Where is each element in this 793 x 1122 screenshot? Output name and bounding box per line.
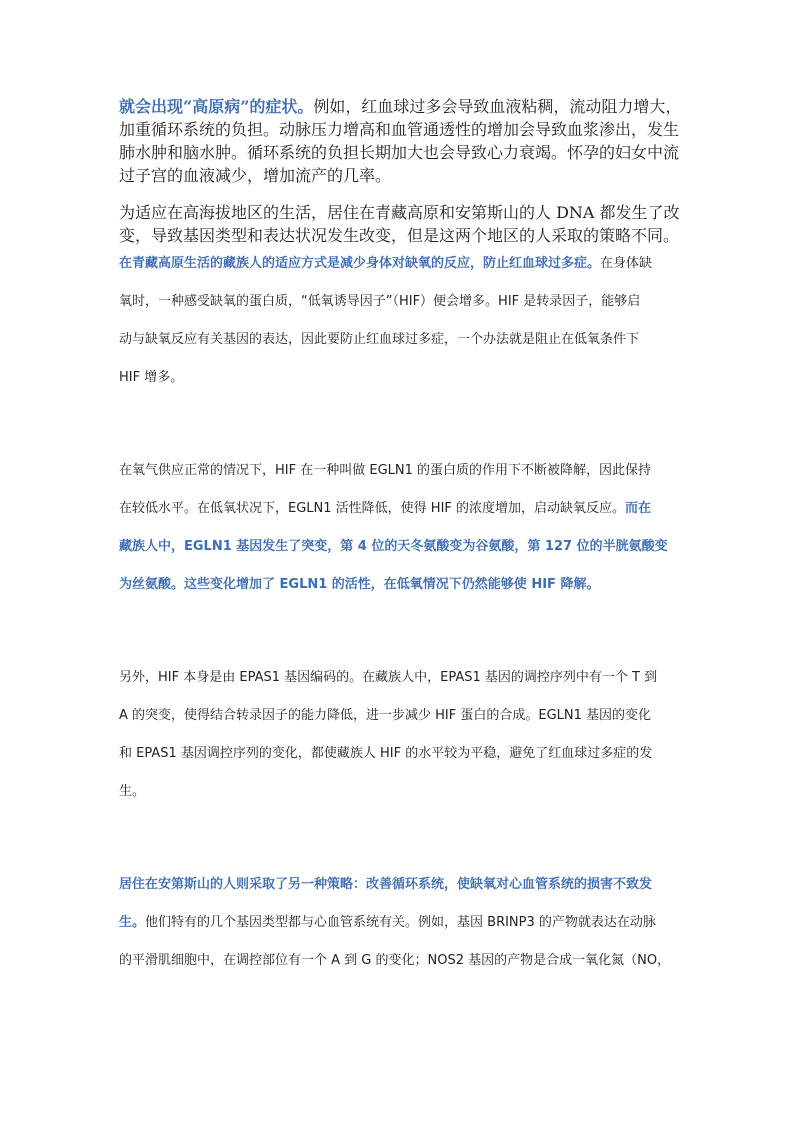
paragraph-epas1 <box>119 659 679 811</box>
paragraph-andean-strategy <box>119 866 679 980</box>
highlight-text: 生。 <box>119 915 146 930</box>
highlight-text: 在青藏高原生活的藏族人的适应方式是减少身体对缺氧的反应，防止红血球过多症。 <box>119 256 601 271</box>
paragraph-altitude-sickness <box>119 95 682 187</box>
text-line: 加重循环系统的负担。动脉压力增高和血管通透性的增加会导致血浆渗出，发生 <box>119 120 680 139</box>
highlight-text: 而在 <box>625 501 652 516</box>
text-line <box>119 904 679 942</box>
text-line: 动与缺氧反应有关基因的表达，因此要防止红血球过多症，一个办法就是阻止在低氧条件下 <box>119 332 640 347</box>
text-line: A 的突变，使得结合转录因子的能力降低，进一步减少 HIF 蛋白的合成。EGLN1 基因的变化 <box>119 708 652 723</box>
body-text: 例如，红血球过多会导致血液粘稠，流动阻力增大， <box>313 97 682 116</box>
text-line: 变，导致基因类型和表达状况发生改变，但是这两个地区的人采取的策略不同。 <box>119 226 680 245</box>
paragraph-adaptation-intro <box>119 201 679 247</box>
paragraph-tibetan-strategy <box>119 245 679 397</box>
highlight-text: 居住在安第斯山的人则采取了另一种策略：改善循环系统，使缺氧对心血管系统的损害不致发 <box>119 877 653 892</box>
body-text: 在身体缺 <box>600 256 653 271</box>
text-line: 在氧气供应正常的情况下，HIF 在一种叫做 EGLN1 的蛋白质的作用下不断被降解，因此保持 <box>119 463 652 478</box>
text-line: 肺水肿和脑水肿。循环系统的负担长期加大也会导致心力衰竭。怀孕的妇女中流 <box>119 143 680 162</box>
text-line <box>119 490 679 528</box>
text-line <box>119 245 679 283</box>
text-line: HIF 增多。 <box>119 370 184 385</box>
body-text: 在较低水平。在低氧状况下，EGLN1 活性降低，使得 HIF 的浓度增加，启动缺氧反应。 <box>119 501 626 516</box>
text-line: 氧时，一种感受缺氧的蛋白质，“低氧诱导因子”（HIF）便会增多。HIF 是转录因子，能够启 <box>119 294 641 309</box>
paragraph-egln1 <box>119 452 679 604</box>
text-line: 生。 <box>119 784 146 799</box>
text-line: 另外，HIF 本身是由 EPAS1 基因编码的。在藏族人中，EPAS1 基因的调控序列中有一个 T 到 <box>119 670 658 685</box>
text-line: 和 EPAS1 基因调控序列的变化，都使藏族人 HIF 的水平较为平稳，避免了红血球过多症的发 <box>119 746 653 761</box>
text-line <box>119 95 682 118</box>
highlight-text: 就会出现“高原病”的症状。 <box>119 97 314 116</box>
body-text: 他们特有的几个基因类型都与心血管系统有关。例如，基因 BRINP3 的产物就表达在动脉 <box>145 915 656 930</box>
highlight-text: 藏族人中，EGLN1 基因发生了突变，第 4 位的天冬氨酸变为谷氨酸，第 127 位的半胱氨酸变 <box>119 539 668 554</box>
text-line: 为适应在高海拔地区的生活，居住在青藏高原和安第斯山的人 DNA 都发生了改 <box>119 203 680 222</box>
text-line: 过子宫的血液减少，增加流产的几率。 <box>119 166 392 185</box>
highlight-text: 为丝氨酸。这些变化增加了 EGLN1 的活性，在低氧情况下仍然能够使 HIF 降解。 <box>119 577 600 592</box>
text-line: 的平滑肌细胞中，在调控部位有一个 A 到 G 的变化；NOS2 基因的产物是合成一氧化氮（NO， <box>119 953 671 968</box>
